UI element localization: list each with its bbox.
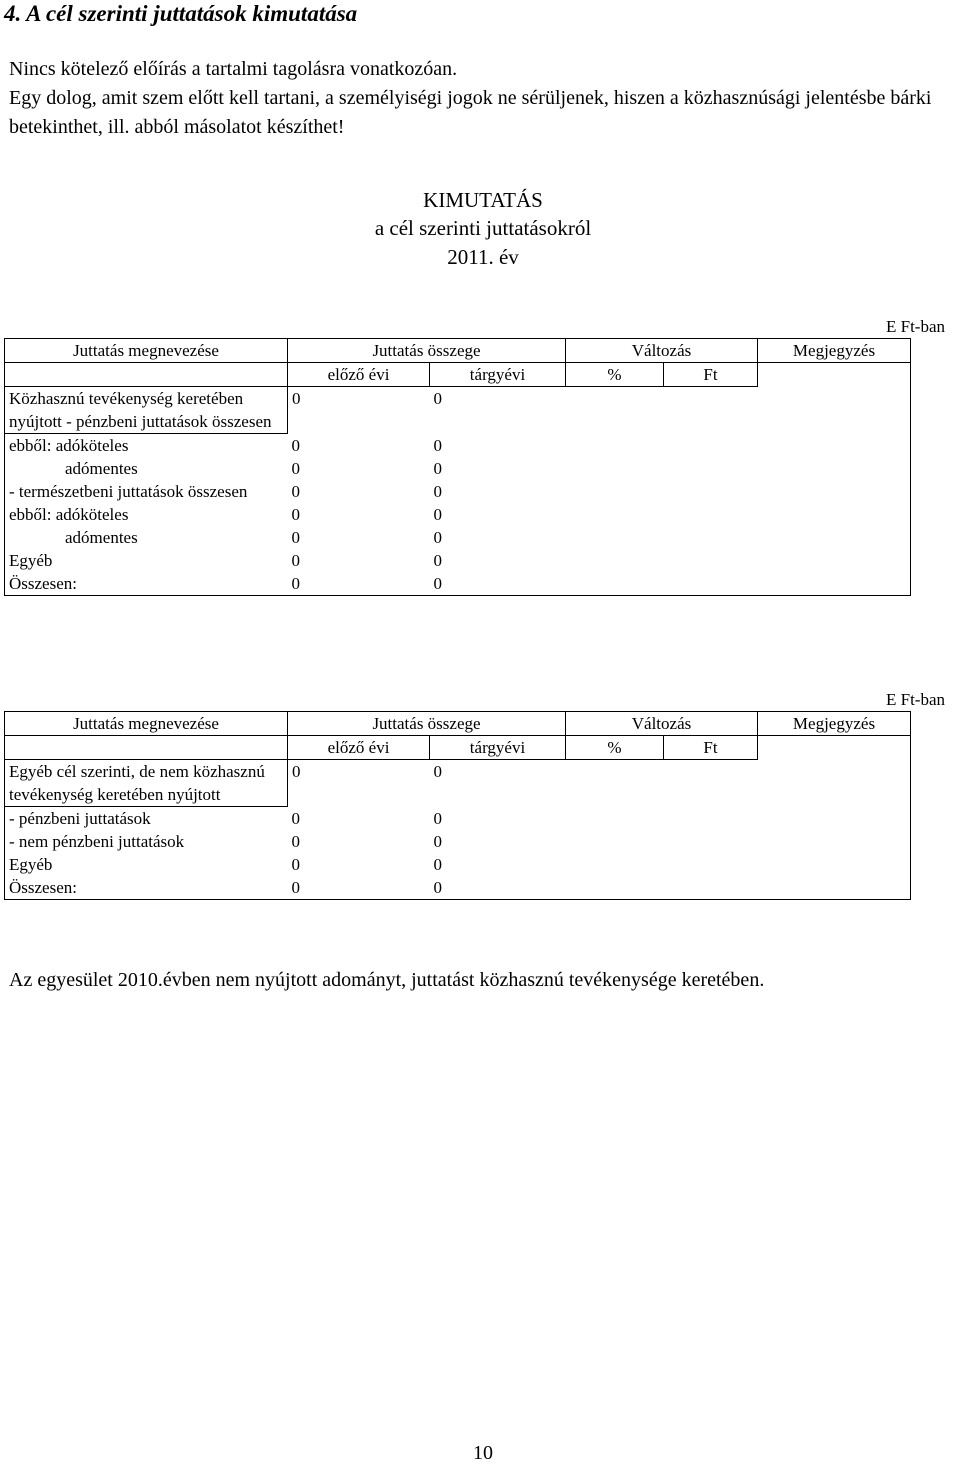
col-header-note: Megjegyzés <box>758 339 911 363</box>
cell-curr: 0 <box>433 505 442 524</box>
unit-label-2: E Ft-ban <box>886 690 946 709</box>
table-row <box>5 853 911 876</box>
cell-prev: 0 <box>291 832 300 851</box>
col-header-pct: % <box>566 363 664 387</box>
intro-line-2: Egy dolog, amit szem előtt kell tartani, a személyiségi jogok ne sérüljenek, hiszen a közhasznúsági jelentésbe bárki betekinthet, ill. abból másolatot készíthet! <box>9 87 932 138</box>
cell-prev: 0 <box>291 435 300 455</box>
col-header-curr: tárgyévi <box>430 363 566 387</box>
table-row <box>5 434 911 458</box>
row-label: Egyéb <box>9 551 53 570</box>
benefits-table-2 <box>4 711 911 900</box>
col-header-prev: előző évi <box>288 363 430 387</box>
cell-curr: 0 <box>433 855 442 874</box>
table-row <box>5 807 911 831</box>
section-heading: 4. A cél szerinti juttatások kimutatása <box>4 1 358 26</box>
cell-prev: 0 <box>291 808 300 828</box>
table-row <box>5 876 911 900</box>
col-header-ft: Ft <box>664 363 758 387</box>
cell-prev: 0 <box>291 505 300 524</box>
cell-curr: 0 <box>433 528 442 547</box>
intro-text <box>9 55 959 142</box>
col-header-pct: % <box>566 736 664 760</box>
cell-curr: 0 <box>433 389 442 408</box>
cell-curr: 0 <box>433 574 442 593</box>
cell-curr: 0 <box>433 435 442 455</box>
row-label: Közhasznú tevékenység keretében nyújtott - pénzbeni juttatások összesen <box>9 389 272 431</box>
cell-curr: 0 <box>433 482 442 501</box>
table-row <box>5 480 911 503</box>
col-header-change: Változás <box>566 712 758 736</box>
table-row <box>5 526 911 549</box>
cell-prev: 0 <box>291 855 300 874</box>
row-label: adómentes <box>65 528 138 547</box>
report-title: KIMUTATÁS <box>423 188 543 212</box>
col-header-prev: előző évi <box>288 736 430 760</box>
col-header-ft: Ft <box>664 736 758 760</box>
table-row <box>5 503 911 526</box>
cell-curr: 0 <box>433 551 442 570</box>
row-label: - pénzbeni juttatások <box>9 809 151 828</box>
report-subtitle: a cél szerinti juttatásokról <box>374 216 592 240</box>
page-number: 10 <box>473 1442 493 1464</box>
intro-line-1: Nincs kötelező előírás a tartalmi tagolásra vonatkozóan. <box>9 58 458 80</box>
row-label: Összesen: <box>9 878 77 897</box>
benefits-table-1 <box>4 338 911 596</box>
footer-note: Az egyesület 2010.évben nem nyújtott adományt, juttatást közhasznú tevékenysége keretében. <box>9 969 765 991</box>
col-header-change: Változás <box>566 339 758 363</box>
cell-prev: 0 <box>291 528 300 547</box>
table-row <box>5 760 911 807</box>
cell-prev: 0 <box>291 551 300 570</box>
row-label: adómentes <box>65 459 138 478</box>
table-row <box>5 457 911 480</box>
table-row <box>5 387 911 434</box>
cell-curr: 0 <box>433 878 442 897</box>
cell-prev: 0 <box>291 878 300 897</box>
cell-curr: 0 <box>433 762 442 781</box>
cell-curr: 0 <box>433 459 442 478</box>
cell-prev: 0 <box>291 482 300 501</box>
cell-prev: 0 <box>292 389 301 408</box>
col-header-name: Juttatás megnevezése <box>5 339 288 363</box>
cell-prev: 0 <box>291 574 300 593</box>
col-header-amount: Juttatás összege <box>288 712 566 736</box>
cell-prev: 0 <box>292 762 301 781</box>
row-label: Összesen: <box>9 574 77 593</box>
row-label: Egyéb cél szerinti, de nem közhasznú tevékenység keretében nyújtott <box>9 762 265 804</box>
table-row <box>5 830 911 853</box>
col-header-note: Megjegyzés <box>758 712 911 736</box>
report-year: 2011. év <box>447 245 519 269</box>
row-label: ebből: adóköteles <box>9 505 129 524</box>
table-row <box>5 549 911 572</box>
cell-curr: 0 <box>433 832 442 851</box>
cell-curr: 0 <box>433 808 442 828</box>
unit-label-1: E Ft-ban <box>886 317 946 336</box>
row-label: ebből: adóköteles <box>9 436 129 455</box>
col-header-amount: Juttatás összege <box>288 339 566 363</box>
row-label: - természetbeni juttatások összesen <box>9 482 248 501</box>
col-header-name: Juttatás megnevezése <box>5 712 288 736</box>
table-row <box>5 572 911 596</box>
col-header-curr: tárgyévi <box>430 736 566 760</box>
cell-prev: 0 <box>291 459 300 478</box>
row-label: Egyéb <box>9 855 53 874</box>
row-label: - nem pénzbeni juttatások <box>9 832 185 851</box>
